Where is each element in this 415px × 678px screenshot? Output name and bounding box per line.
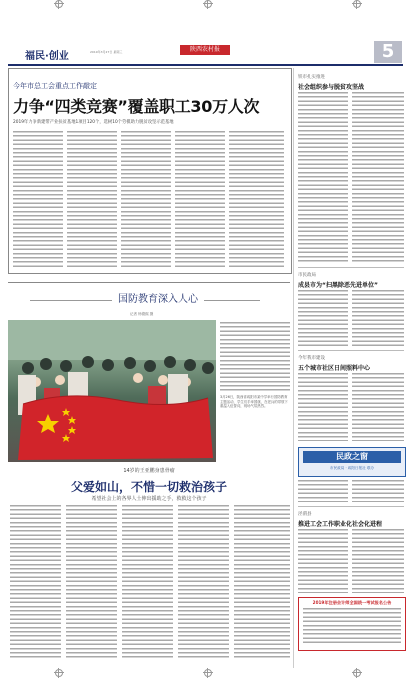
- ad-box: [298, 447, 406, 477]
- divider: [298, 350, 404, 351]
- notice-box: [298, 597, 406, 651]
- photo-side-text: [220, 322, 290, 392]
- story1-kicker: 铁市扎实推进: [298, 75, 325, 80]
- story2-body: [298, 290, 348, 346]
- bottom-body-col: [122, 505, 173, 660]
- header-rule: [8, 64, 403, 66]
- bottom-body-col: [178, 505, 229, 660]
- ad-body: [298, 480, 348, 502]
- story1-body: [352, 92, 404, 264]
- masthead-logo: 陕西农村报: [180, 45, 230, 55]
- story1-body: [298, 92, 348, 264]
- feature-photo: [8, 320, 216, 462]
- bottom-body-col: [10, 505, 61, 660]
- divider: [298, 506, 404, 507]
- story4-kicker: 泾渭县: [298, 512, 312, 517]
- photo-byline: 记者 杨德熙 摄: [130, 312, 154, 316]
- bottom-kicker: 14岁的王亚鹏身患骨瘤: [123, 468, 175, 474]
- registration-mark: [204, 0, 212, 8]
- page-number: 5: [374, 41, 402, 63]
- section-title: 福民·创业: [25, 51, 69, 62]
- lead-body-col: [13, 131, 63, 269]
- story3-title: 五个城市社区日间照料中心: [298, 365, 371, 372]
- story3-kicker: 今年我市建设: [298, 356, 325, 361]
- bottom-body-col: [234, 505, 290, 660]
- lead-body-col: [175, 131, 225, 269]
- divider: [8, 282, 290, 283]
- registration-mark: [55, 0, 63, 8]
- story4-title: 推进工会工作职业化社会化进程: [298, 521, 383, 528]
- registration-mark: [55, 669, 63, 677]
- ad-body: [352, 480, 404, 502]
- bottom-headline: 父爱如山，不惜一切救治孩子: [70, 480, 227, 494]
- lead-headline: 力争“四类竞赛”覆盖职工30万人次: [13, 97, 260, 116]
- column-divider: [293, 68, 294, 668]
- lead-body-col: [229, 131, 284, 269]
- photo-caption: 3月26日，陕西省咸阳市某中学举行国防教育主题活动，学生们手举国旗，在老兵的带领下重温入伍誓词，现场气氛热烈。: [220, 395, 288, 409]
- photo-illustration: [8, 320, 216, 462]
- story4-body: [352, 529, 404, 593]
- lead-subhead: 2019年力争新建带产业扶贫基地1项目120个，选树10个劳模助力脱贫攻坚示范基地: [13, 120, 174, 125]
- ad-title: 民政之窗: [303, 451, 401, 463]
- bottom-body-col: [66, 505, 117, 660]
- story2-title: 成县市为“扫黑除恶先进单位”: [298, 282, 378, 289]
- story3-body: [352, 373, 404, 441]
- registration-mark: [353, 0, 361, 8]
- story2-body: [352, 290, 404, 346]
- ad-subtitle: 市民政局 · 咸阳日报社 联办: [329, 466, 375, 470]
- lead-kicker: 今年市总工会重点工作敲定: [13, 82, 97, 90]
- notice-body: [303, 608, 401, 646]
- story2-kicker: 市民政局: [298, 273, 316, 278]
- story1-title: 社会组织参与脱贫攻坚战: [298, 84, 365, 91]
- story4-body: [298, 529, 348, 593]
- bottom-subhead: 希望社会上的各界人士伸出援助之手，救救这个孩子: [91, 496, 207, 502]
- header-info: 2019年3月27日 星期三: [90, 50, 123, 54]
- divider: [298, 267, 404, 268]
- photo-feature-title: 国防教育深入人心: [112, 290, 204, 305]
- lead-body-col: [121, 131, 171, 269]
- lead-body-col: [67, 131, 117, 269]
- notice-title: 2019年注册会计师全国统一考试报名公告: [312, 600, 392, 605]
- registration-mark: [204, 669, 212, 677]
- section-header: [25, 44, 69, 62]
- story3-body: [298, 373, 348, 441]
- registration-mark: [353, 669, 361, 677]
